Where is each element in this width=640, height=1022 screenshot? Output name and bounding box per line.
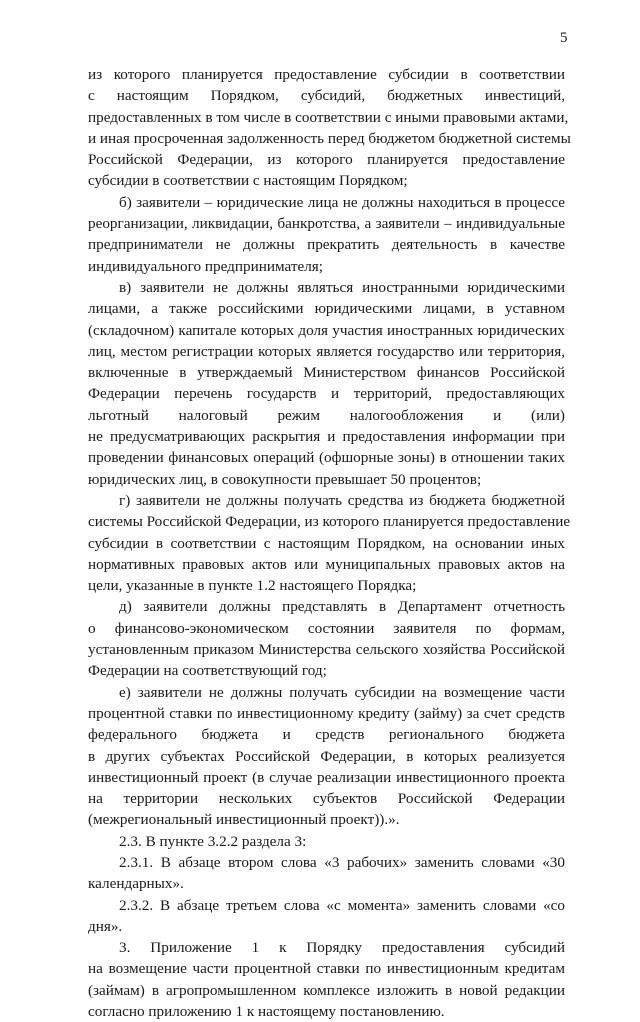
text-line: включенные в утверждаемый Министерством финансов Российской: [88, 364, 565, 382]
text-line: Российской Федерации, из которого планируется предоставление: [88, 151, 565, 169]
text-line: проведении финансовых операций (офшорные зоны) в отношении таких: [88, 449, 565, 467]
text-line: федерального бюджета и средств регионального бюджета: [88, 726, 565, 744]
text-line: е) заявители не должны получать субсидии на возмещение части: [119, 683, 565, 701]
text-line: (складочном) капитале которых доля участия иностранных юридических: [88, 321, 565, 339]
text-line: дня».: [88, 917, 123, 935]
text-line: календарных».: [88, 875, 184, 893]
text-line: 2.3.2. В абзаце третьем слова «с момента» заменить словами «со: [119, 896, 565, 914]
text-line: в других субъектах Российской Федерации, в которых реализуется: [88, 747, 565, 765]
text-line: не предусматривающих раскрытия и предоставления информации при: [88, 428, 565, 446]
text-line: нормативных правовых актов или муниципальных правовых актов на: [88, 555, 565, 573]
text-line: субсидии в соответствии с настоящим Порядком, на основании иных: [88, 534, 565, 552]
text-line: г) заявители не должны получать средства из бюджета бюджетной: [119, 491, 565, 509]
text-line: установленным приказом Министерства сельского хозяйства Российской: [88, 641, 565, 659]
document-body: [88, 64, 571, 1022]
text-line: системы Российской Федерации, из которого планируется предоставление: [88, 513, 571, 531]
text-line: на территории нескольких субъектов Российской Федерации: [88, 790, 565, 808]
text-line: согласно приложению 1 к настоящему постановлению.: [88, 1003, 445, 1021]
text-line: (межрегиональный инвестиционный проект)).».: [88, 811, 400, 829]
page-number: 5: [560, 30, 568, 46]
text-line: предприниматели не должны прекратить деятельность в качестве: [88, 236, 565, 254]
text-line: 2.3.1. В абзаце втором слова «3 рабочих» заменить словами «30: [119, 853, 565, 871]
text-line: льготный налоговый режим налогообложения и (или): [88, 406, 565, 424]
text-line: Федерации на соответствующий год;: [88, 662, 327, 680]
text-line: 3. Приложение 1 к Порядку предоставления субсидий: [119, 939, 565, 957]
text-line: в) заявители не должны являться иностранными юридическими: [119, 278, 565, 296]
text-line: и иная просроченная задолженность перед бюджетом бюджетной системы: [88, 129, 571, 147]
text-line: о финансово-экономическом состоянии заявителя по формам,: [88, 619, 565, 637]
text-line: лиц, местом регистрации которых является государство или территория,: [88, 342, 565, 360]
text-line: Федерации перечень государств и территорий, предоставляющих: [88, 385, 565, 403]
text-line: 2.3. В пункте 3.2.2 раздела 3:: [119, 832, 307, 850]
text-line: реорганизации, ликвидации, банкротства, а заявители – индивидуальные: [88, 215, 565, 233]
text-line: индивидуального предпринимателя;: [88, 257, 323, 275]
text-line: на возмещение части процентной ставки по инвестиционным кредитам: [88, 960, 565, 978]
text-line: из которого планируется предоставление субсидии в соответствии: [88, 66, 565, 83]
text-line: лицами, а также российскими юридическими лицами, в уставном: [88, 300, 565, 318]
text-line: б) заявители – юридические лица не должны находиться в процессе: [119, 193, 565, 211]
text-line: д) заявители должны представлять в Департамент отчетность: [119, 598, 565, 616]
text-line: цели, указанные в пункте 1.2 настоящего Порядка;: [88, 577, 417, 595]
text-line: инвестиционный проект (в случае реализации инвестиционного проекта: [88, 768, 565, 786]
text-line: юридических лиц, в совокупности превышает 50 процентов;: [88, 470, 482, 488]
text-line: предоставленных в том числе в соответствии с иными правовыми актами,: [88, 108, 569, 126]
text-line: субсидии в соответствии с настоящим Порядком;: [88, 172, 408, 190]
text-line: (займам) в агропромышленном комплексе изложить в новой редакции: [88, 981, 565, 999]
text-line: процентной ставки по инвестиционному кредиту (займу) за счет средств: [88, 704, 565, 722]
text-line: с настоящим Порядком, субсидий, бюджетных инвестиций,: [88, 87, 565, 105]
